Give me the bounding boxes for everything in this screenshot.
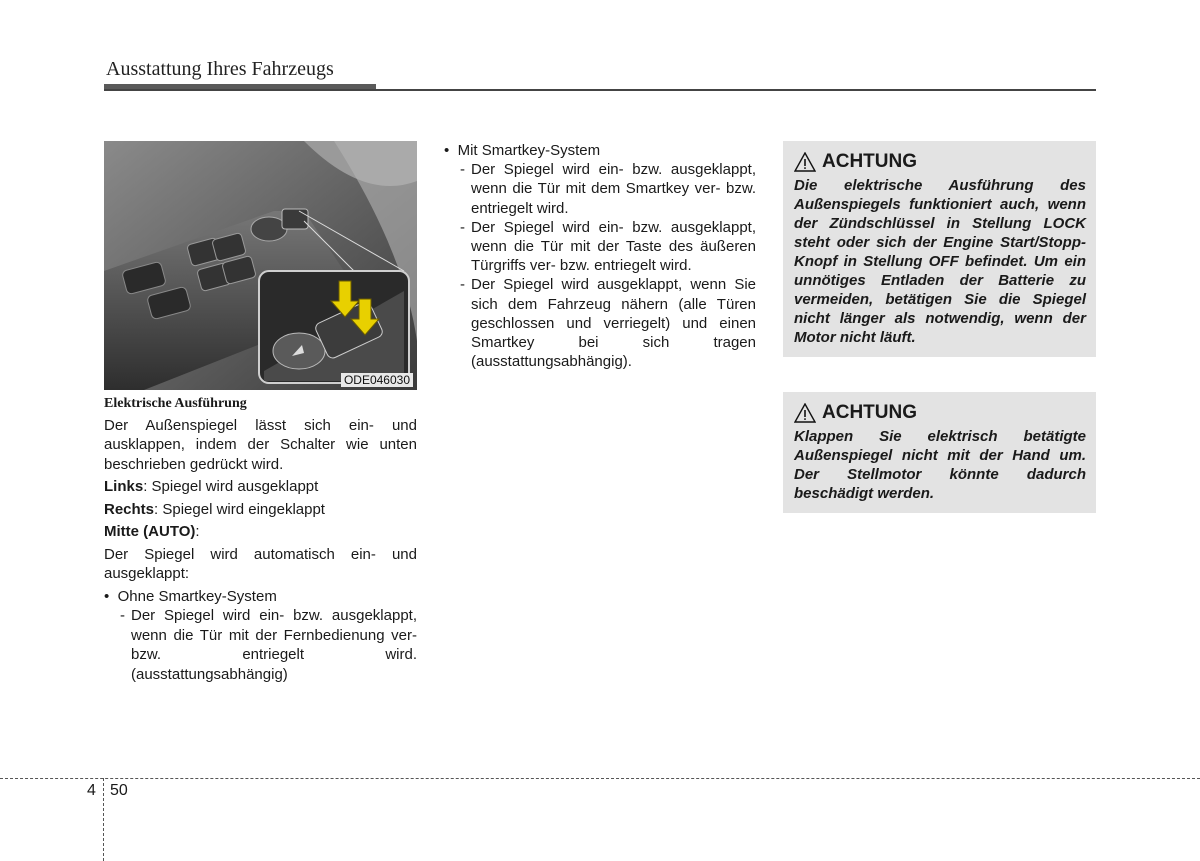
- caution-body: Die elektrische Ausführung des Außenspiegels funktioniert auch, wenn der Zündschlüssel in Stellung LOCK steht oder sich der Engine Start/Stopp-Knopf in Stellung OFF befindet. Um ein unnötiges Entladen der Batterie zu vermeiden, betätigen Sie die Spiegel nicht länger als notwendig, wenn der Motor nicht läuft.: [794, 177, 1086, 346]
- mirror-switch-illustration: [104, 141, 417, 390]
- rechts-line: [104, 500, 417, 520]
- mitte-label: Mitte (AUTO): [104, 523, 196, 540]
- dash-text: Der Spiegel wird ausgeklappt, wenn Sie sich dem Fahrzeug nähern (alle Türen geschlossen und verriegelt) und einen Smartkey bei sich tragen (ausstattungsabhängig).: [471, 276, 756, 371]
- left-column: [104, 394, 417, 684]
- section-heading: Elektrische Ausführung: [104, 396, 247, 411]
- page-number: 50: [110, 782, 128, 799]
- mitte-line: [104, 522, 417, 542]
- page-header-title: Ausstattung Ihres Fahrzeugs: [106, 58, 334, 80]
- dash-item: - Der Spiegel wird ausgeklappt, wenn Sie sich dem Fahrzeug nähern (alle Türen geschlossen und verriegelt) und einen Smartkey bei sich tragen (ausstattungsabhängig).: [460, 276, 756, 371]
- dash-item: - Der Spiegel wird ein- bzw. ausgeklappt, wenn die Tür mit der Taste des äußeren Türgriffs ver- bzw. entriegelt wird.: [460, 218, 756, 275]
- rechts-text: : Spiegel wird eingeklappt: [154, 500, 325, 518]
- caution-body: Klappen Sie elektrisch betätigte Außenspiegel nicht mit der Hand um. Der Stellmotor könnte dadurch beschädigt werden.: [794, 428, 1086, 502]
- rechts-label: Rechts: [104, 500, 155, 518]
- footer-vertical-rule: [103, 778, 104, 861]
- dash-text: Der Spiegel wird ein- bzw. ausgeklappt, wenn die Tür mit der Fernbedienung ver- bzw. entriegelt wird.(ausstattungsabhängig): [131, 607, 417, 683]
- mitte-paragraph: Der Spiegel wird automatisch ein- und ausgeklappt:: [104, 545, 417, 582]
- bullet-item: • Mit Smartkey-System: [444, 142, 601, 159]
- caution-title-text: ACHTUNG: [822, 151, 917, 172]
- mitte-colon: :: [195, 523, 200, 540]
- header-rule: [104, 89, 1096, 91]
- bullet-label: Ohne Smartkey-System: [117, 587, 277, 605]
- bullet-label: Mit Smartkey-System: [457, 142, 601, 159]
- footer-rule: [0, 778, 1200, 779]
- mirror-switch-photo: [104, 141, 417, 390]
- dash-text: Der Spiegel wird ein- bzw. ausgeklappt, wenn die Tür mit dem Smartkey ver- bzw. entriegelt wird.: [471, 161, 756, 217]
- caution-box: [783, 392, 1096, 513]
- dash-item: - Der Spiegel wird ein- bzw. ausgeklappt, wenn die Tür mit der Fernbedienung ver- bzw. entriegelt wird.(ausstattungsabhängig): [120, 607, 417, 683]
- figure-code: ODE046030: [341, 373, 413, 387]
- links-label: Links: [104, 478, 144, 495]
- dash-text: Der Spiegel wird ein- bzw. ausgeklappt, wenn die Tür mit der Taste des äußeren Türgriffs ver- bzw. entriegelt wird.: [471, 218, 756, 275]
- dash-item: - Der Spiegel wird ein- bzw. ausgeklappt, wenn die Tür mit dem Smartkey ver- bzw. entriegelt wird.: [460, 161, 756, 217]
- caution-title-text: ACHTUNG: [822, 402, 917, 423]
- caution-box: [783, 141, 1096, 357]
- chapter-number: 4: [87, 782, 96, 799]
- middle-column: [444, 139, 756, 371]
- warning-triangle-icon: [794, 403, 816, 423]
- links-text: : Spiegel wird ausgeklappt: [143, 478, 319, 495]
- intro-paragraph: Der Außenspiegel lässt sich ein- und ausklappen, indem der Schalter wie unten beschrieben gedrückt wird.: [104, 416, 417, 473]
- links-line: [104, 477, 417, 497]
- caution-title: [794, 402, 1086, 424]
- bullet-item: • Ohne Smartkey-System: [104, 587, 277, 605]
- caution-title: [794, 151, 1086, 173]
- warning-triangle-icon: [794, 152, 816, 172]
